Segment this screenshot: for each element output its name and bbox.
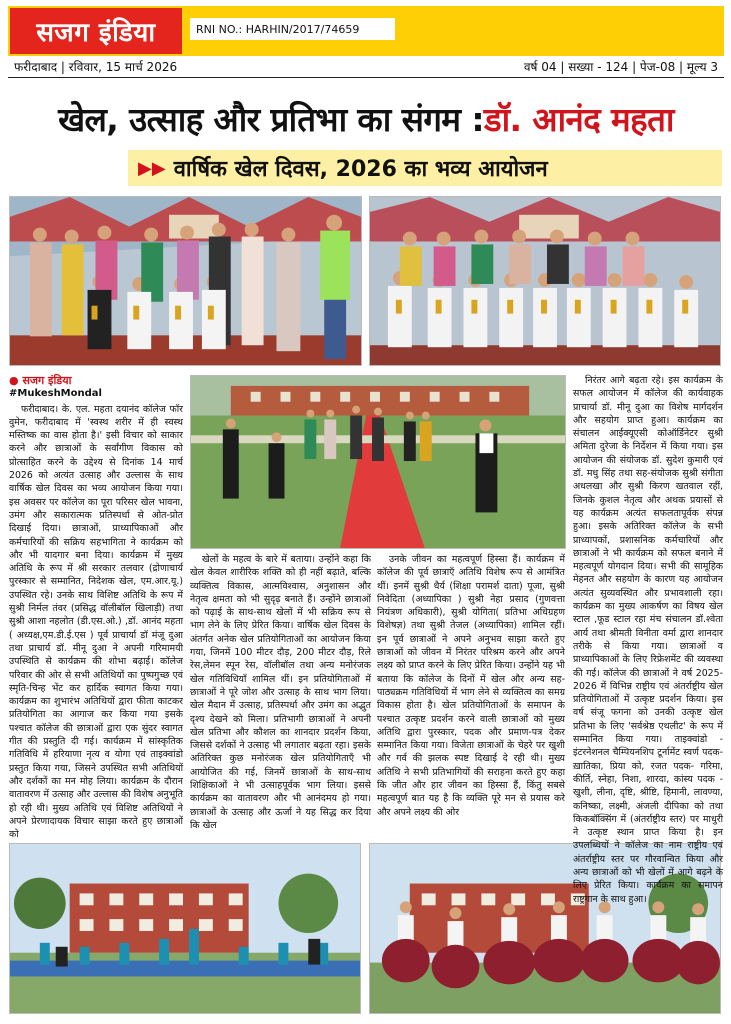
edition-date: फरीदाबाद | रविवार, 15 मार्च 2026 [14, 60, 178, 74]
article-paragraph-1: फरीदाबाद। के. एल. महता दयानंद कॉलेज फॉर वुमेन, फरीदाबाद में 'स्वस्थ शरीर में ही स्वस्थ मस्तिष्क का वास होता है।' इसी विचार को साकार करने और छात्राओं के सर्वांगीण विकास को प्रोत्साहित करने के उद्देश्य से दिनांक 14 मार्च 2026 को अत्यंत उत्साह और उल्लास के साथ वार्षिक खेल दिवस का भव्य आयोजन किया गया। इस अवसर पर कॉलेज का पूरा परिसर खेल भावना, उमंग और सकारात्मक प्रतिस्पर्धा से ओत-प्रोत दिखाई दिया। छात्राओं, प्राध्यापिकाओं और कर्मचारियों की सक्रिय सहभागिता ने कार्यक्रम को और भी यादगार बना दिया। कार्यक्रम में मुख्य अतिथि के रूप में श्री सरकार तलवार (द्रोणाचार्य पुरस्कार से सम्मानित, निदेशक खेल, एम.आर.यू.) उपस्थित रहे। उनके साथ विशिष्ट अतिथि के रूप में सुश्री निर्मल तंवर (प्रसिद्ध वॉलीबॉल खिलाड़ी) तथा सुश्री आशा नहलोत (डी.एस.ओ.) ,डॉ. आनंद महता ( अध्यक्ष,एम.डी.ई.एस ) पूर्व प्राचार्या डॉ मंजू दुआ तथा प्राचार्य डॉ. मीनू दुआ ने अपनी गरिमामयी उपस्थिति से कार्यक्रम की शोभा बढ़ाई। कॉलेज परिवार की ओर से सभी अतिथियों का पुष्पगुच्छ एवं स्मृति-चिन्ह भेंट कर हार्दिक स्वागत किया गया। कार्यक्रम का शुभारंभ अतिथियों द्वारा फीता काटकर प्रतियोगिता का आगाज कर किया गया इसके पश्चात कॉलेज की छात्राओं द्वारा एक सुंदर स्वागत गीत की प्रस्तुति दी गई। कार्यक्रम में सांस्कृतिक गतिविधि में हरियाणा नृत्य व योगा एवं ताइक्वांडो प्रस्तुत किया गया, जिसने उपस्थित सभी अतिथियों और दर्शकों का मन मोह लिया। कार्यक्रम के दौरान वातावरण में उत्साह और उल्लास की विशेष अनुभूति हो रही थी। मुख्य अतिथि एवं विशिष्ट अतिथियों ने अपने प्रेरणादायक विचार साझा करते हुए छात्राओं को [9, 403, 183, 841]
double-arrow-icon: ▶▶ [138, 157, 166, 179]
article-column-1 [9, 374, 183, 841]
article-column-4 [573, 374, 723, 905]
sub-headline-text: वार्षिक खेल दिवस, 2026 का भव्य आयोजन [173, 157, 548, 182]
rni-number: RNI NO.: HARHIN/2017/74659 [190, 18, 395, 40]
article-paragraph-3: उनके जीवन का महत्वपूर्ण हिस्सा हैं। कार्यक्रम में कॉलेज की पूर्व छात्राएँ अतिथि विशेष रूप से आमंत्रित थीं। इनमें सुश्री धैर्य (शिक्षा परामर्श दाता) पूजा, सुश्री निवेदिता (अध्यापिका ) सुश्री नेहा प्रसाद (गुणवत्ता नियंत्रण अधिकारी), सुश्री योगिता( प्रतिभा अधिग्रहण विशेषज्ञ) तथा सुश्री तेजल (अध्यापिका) शामिल रहीं। इन पूर्व छात्राओं ने अपने अनुभव साझा करते हुए छात्राओं को जीवन में निरंतर परिश्रम करने और अपने लक्ष्य को प्राप्त करने के लिए प्रेरित किया। उन्होंने यह भी बताया कि कॉलेज के दिनों में खेल और अन्य सह-पाठ्यक्रम गतिविधियों में भाग लेने से व्यक्तित्व का समग्र विकास होता है। खेल प्रतियोगिताओं के समापन के पश्चात उत्कृष्ट प्रदर्शन करने वाली छात्राओं को मुख्य अतिथि द्वारा पुरस्कार, पदक और प्रमाण-पत्र देकर सम्मानित किया गया। विजेता छात्राओं के चेहरे पर खुशी और गर्व की झलक स्पष्ट दिखाई दे रही थी। मुख्य अतिथि ने सभी प्रतिभागियों की सराहना करते हुए कहा कि जीत और हार जीवन का हिस्सा हैं, किंतु सबसे महत्वपूर्ण बात यह है कि व्यक्ति पूरे मन से प्रयास करे और अपने लक्ष्य की ओर [377, 554, 565, 818]
headline-name: डॉ. आनंद महता [483, 99, 674, 139]
photo-guests-with-winners-2 [369, 196, 721, 366]
edition-volume: वर्ष 04 | सख्या - 124 | पेज-08 | मूल्य 3 [523, 60, 718, 74]
article-paragraph-2: खेलों के महत्व के बारे में बताया। उन्होंने कहा कि खेल केवल शारीरिक शक्ति को ही नहीं बढ़ाते, बल्कि व्यक्तित्व विकास, आत्मविश्वास, अनुशासन और नेतृत्व क्षमता को भी सुदृढ़ बनाते हैं। उन्होंने छात्राओं को पढ़ाई के साथ-साथ खेलों में भी सक्रिय रूप से भाग लेने के लिए प्रेरित किया। वार्षिक खेल दिवस के अंतर्गत अनेक खेल प्रतियोगिताओं का आयोजन किया गया, जिनमें 100 मीटर दौड़, 200 मीटर दौड़, रिले रेस,लेमन स्पून रेस, वॉलीबॉल तथा अन्य मनोरंजक खेल गतिविधियाँ शामिल थीं। इन प्रतियोगिताओं में छात्राओं ने पूरे जोश और उत्साह के साथ भाग लिया। खेल मैदान में उत्साह, प्रतिस्पर्धा और उमंग का अद्भुत दृश्य देखने को मिला। प्रतिभागी छात्राओं ने अपनी खेल प्रतिभा और कौशल का शानदार प्रदर्शन किया, जिससे दर्शकों ने उत्साह भी लगातार बढ़ता रहा। इसके अतिरिक्त कुछ मनोरंजक खेल प्रतियोगिताएँ भी आयोजित की गई, जिनमें छात्राओं के साथ-साथ शिक्षिकाओं ने भी उत्साहपूर्वक भाग लिया। इससे कार्यक्रम का वातावरण और भी आनंदमय हो गया। छात्राओं के उत्साह और ऊर्जा ने यह सिद्ध कर दिया कि खेल [190, 554, 371, 831]
byline-handle: #MukeshMondal [9, 388, 102, 400]
article-column-3 [377, 553, 565, 837]
page-headline [6, 88, 726, 148]
edition-info-bar [8, 56, 724, 78]
photo-yoga-performance [9, 843, 361, 1014]
photo-guests-with-winners-1 [9, 196, 362, 366]
photo-march-past [190, 375, 566, 549]
article-column-2 [190, 553, 371, 837]
sub-headline [128, 150, 722, 186]
article-paragraph-4: निरंतर आगे बढ़ता रहे। इस कार्यक्रम के सफल आयोजन में कॉलेज की कार्यवाहक प्राचार्या डॉ. मीनू दुआ का विशेष मार्गदर्शन और सहयोग प्राप्त हुआ। कार्यक्रम का संचालन आईक्यूएसी कोऑर्डिनेटर सुश्री अमिता दुरेजा के निर्देशन में किया गया। इस आयोजन की संयोजक डॉ. सुदेश कुमारी एवं डॉ. मधु सिंह तथा सह-संयोजक सुश्री संगीता अधलखा और सुश्री किरण खतवाल रहीं, जिनके कुशल नेतृत्व और अथक प्रयासों से यह कार्यक्रम अत्यंत सफलतापूर्वक संपन्न हुआ। इसके अतिरिक्त कॉलेज के सभी प्राध्यापकों, प्रशासनिक कर्मचारियों और छात्राओं ने भी कार्यक्रम को सफल बनाने में महत्वपूर्ण योगदान दिया। सभी की सामूहिक मेहनत और सहयोग के कारण यह आयोजन अत्यंत सुव्यवस्थित और प्रभावशाली रहा। कार्यक्रम का मुख्य आकर्षण का विषय खेल स्टाल ,फूड स्टाल रहा मंच संचालन डॉ.श्वेता आर्य तथा श्रीमती विनीता वर्मा द्वारा शानदार तरीके से किया गया। छात्राओं व प्राध्यापिकाओं के लिए रिफ्रेशमेंट की व्यवस्था की गई। कॉलेज की छात्राओं ने वर्ष 2025-2026 में विभिन्न राष्ट्रीय एवं अंतर्राष्ट्रीय खेल प्रतियोगिताओं में उत्कृष्ट प्रदर्शन किया। इस वर्ष संजू फगना को उनकी उत्कृष्ट खेल प्रतिभा के लिए 'सर्वश्रेष्ठ एथलीट' के रूप में सम्मानित किया गया। ताइक्वांडो - इंटरनेशनल चैम्पियनशिप टूर्नामेंट स्वर्ण पदक- ख़ातिका, प्रिया को, रजत पदक- गरिमा, कीर्ति, स्नेहा, निशा, शारदा, कांस्य पदक - खुशी, लीना, दृष्टि, श्रीष्टि, हिमानी, लावण्या, कनिष्का, लक्ष्मी, अंजली दीपिका को तथा किकबॉक्सिंग में (अंतर्राष्ट्रीय स्तर) पर माधुरी ने उत्कृष्ट स्थान प्राप्त किया है। इन उपलब्धियों ने कॉलेज का नाम राष्ट्रीय एवं अंतर्राष्ट्रीय स्तर पर गौरवान्वित किया और अन्य छात्राओं को भी खेलों में आगे बढ़ने के लिए प्रेरित किया। कार्यक्रम का समापन राष्ट्रगान के साथ हुआ। [573, 375, 723, 905]
headline-main: खेल, उत्साह और प्रतिभा का संगम : [58, 99, 484, 139]
byline-name: ● सजग इंडिया [9, 374, 72, 387]
newspaper-logo: सजग इंडिया [10, 8, 182, 54]
